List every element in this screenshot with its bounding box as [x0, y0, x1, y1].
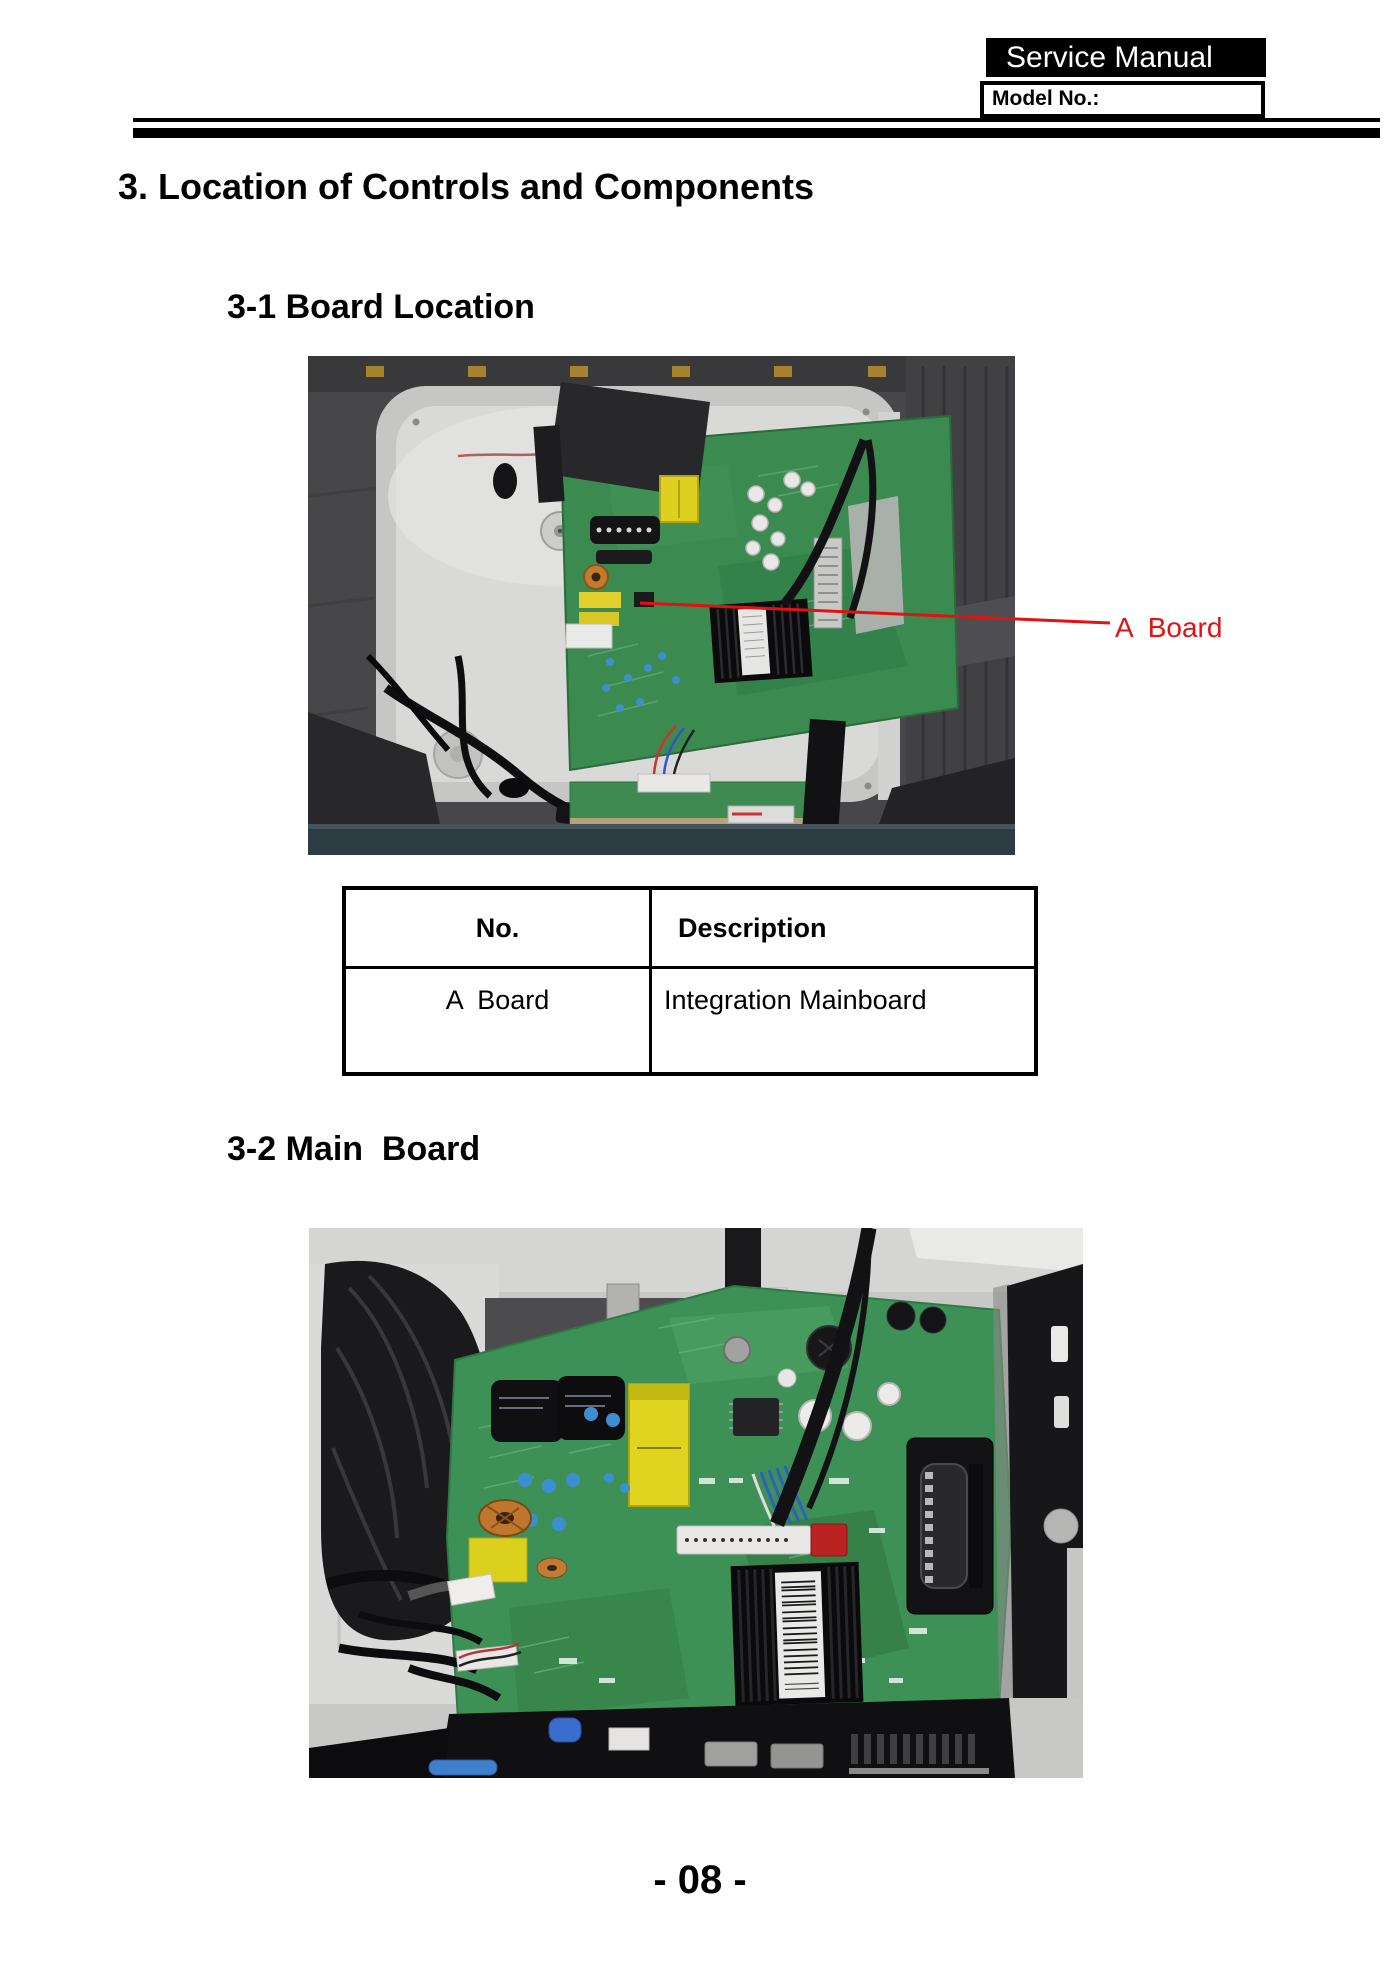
capacitor-bank — [590, 516, 660, 564]
board-table — [342, 886, 1038, 1076]
small-transformer — [469, 1538, 527, 1582]
page-number: - 08 - — [653, 1858, 747, 1902]
header-rule-thin — [133, 118, 1380, 122]
a-board-annotation: A Board — [1115, 612, 1223, 643]
scart-connector — [907, 1438, 993, 1614]
filter-capacitors — [491, 1376, 625, 1442]
service-manual-banner: Service Manual — [986, 38, 1266, 77]
table-header-no: No. — [344, 888, 651, 968]
subsection-1-title: 3-1 Board Location — [227, 288, 535, 326]
main-chip — [634, 592, 654, 607]
table-header-description: Description — [651, 888, 1037, 968]
heatsink — [709, 599, 812, 684]
subsection-2-title: 3-2 Main Board — [227, 1130, 481, 1168]
main-board-illustration — [309, 1228, 1083, 1778]
table-row — [344, 968, 1036, 1075]
chassis-hole — [493, 463, 517, 499]
table-cell-no: A Board — [344, 968, 651, 1075]
header-rule-thick — [133, 128, 1380, 138]
table-header-row — [344, 888, 1036, 968]
heatsink — [731, 1562, 864, 1706]
tv-frame-right — [1007, 1264, 1083, 1698]
model-no-box: Model No.: — [980, 81, 1265, 118]
section-title: 3. Location of Controls and Components — [118, 166, 814, 207]
ic-chip — [729, 1398, 783, 1436]
board-location-illustration — [308, 356, 1015, 855]
board-location-photo — [308, 356, 1015, 855]
power-transformer — [629, 1384, 689, 1506]
table-cell-description: Integration Mainboard — [651, 968, 1037, 1075]
main-board-photo — [309, 1228, 1083, 1778]
